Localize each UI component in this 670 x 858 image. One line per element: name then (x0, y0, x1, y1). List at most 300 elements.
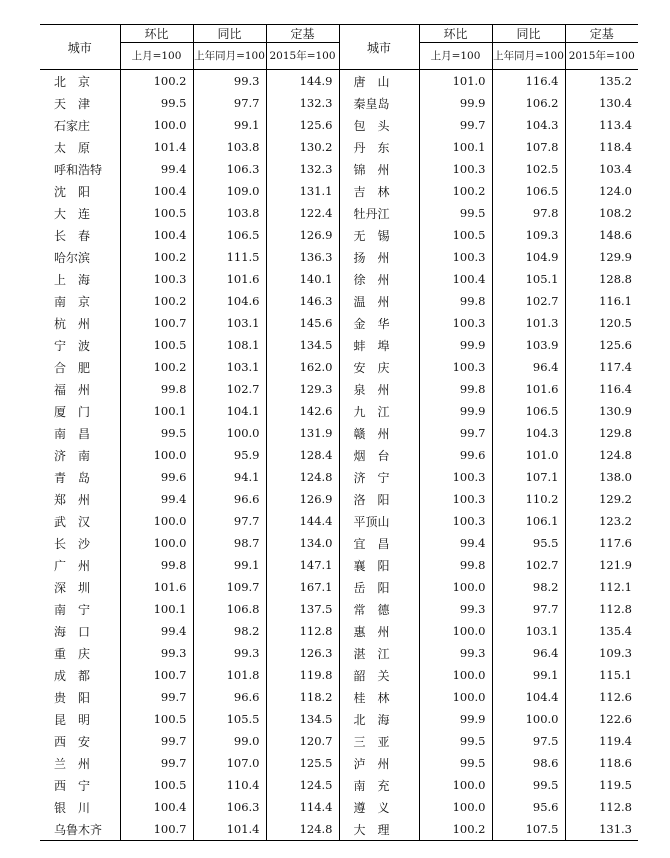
right-fixed-value: 120.5 (565, 312, 638, 334)
table-row (40, 796, 638, 818)
right-city-name: 金 华 (339, 312, 419, 334)
left-city-name: 北 京 (54, 74, 91, 89)
left-mom-value: 99.7 (120, 752, 193, 774)
right-city-name: 蚌 埠 (339, 334, 419, 356)
mom-base-left: 上月=100 (120, 43, 193, 70)
table-row (40, 598, 638, 620)
right-mom-value: 100.2 (419, 818, 492, 841)
left-city-name: 青 岛 (54, 470, 91, 485)
right-fixed-value: 131.3 (565, 818, 638, 841)
table-row (40, 576, 638, 598)
right-yoy-value: 104.3 (492, 114, 565, 136)
right-mom-value: 99.8 (419, 290, 492, 312)
right-mom-value: 99.9 (419, 334, 492, 356)
right-mom-value: 99.3 (419, 598, 492, 620)
left-yoy-value: 99.3 (193, 70, 266, 93)
right-yoy-value: 96.4 (492, 356, 565, 378)
left-city-name: 哈尔滨 (54, 250, 91, 265)
right-yoy-value: 104.9 (492, 246, 565, 268)
right-mom-value: 100.1 (419, 136, 492, 158)
right-fixed-value: 138.0 (565, 466, 638, 488)
table-row (40, 92, 638, 114)
left-mom-value: 99.4 (120, 620, 193, 642)
left-fixed-value: 134.5 (266, 708, 339, 730)
left-mom-value: 99.8 (120, 378, 193, 400)
right-fixed-value: 116.1 (565, 290, 638, 312)
left-mom-value: 100.1 (120, 598, 193, 620)
right-city-name: 锦 州 (339, 158, 419, 180)
left-city-name: 长 春 (54, 228, 91, 243)
right-fixed-value: 117.4 (565, 356, 638, 378)
left-yoy-value: 104.6 (193, 290, 266, 312)
right-fixed-value: 115.1 (565, 664, 638, 686)
left-mom-value: 100.2 (120, 356, 193, 378)
left-fixed-value: 124.5 (266, 774, 339, 796)
table-row (40, 356, 638, 378)
mom-header-right: 环比 (419, 25, 492, 43)
left-fixed-value: 125.6 (266, 114, 339, 136)
right-yoy-value: 106.5 (492, 400, 565, 422)
right-city-name: 平顶山 (339, 510, 419, 532)
city-column-header-right: 城市 (339, 25, 419, 70)
right-mom-value: 100.4 (419, 268, 492, 290)
left-mom-value: 100.7 (120, 818, 193, 841)
left-mom-value: 100.5 (120, 202, 193, 224)
right-city-name: 北 海 (339, 708, 419, 730)
left-city-name: 合 肥 (54, 360, 91, 375)
table-row (40, 774, 638, 796)
right-fixed-value: 119.4 (565, 730, 638, 752)
table-row (40, 224, 638, 246)
table-row (40, 136, 638, 158)
table-row (40, 532, 638, 554)
right-yoy-value: 102.5 (492, 158, 565, 180)
left-mom-value: 101.6 (120, 576, 193, 598)
right-mom-value: 100.0 (419, 620, 492, 642)
right-yoy-value: 107.8 (492, 136, 565, 158)
right-yoy-value: 109.3 (492, 224, 565, 246)
right-yoy-value: 106.2 (492, 92, 565, 114)
left-fixed-value: 137.5 (266, 598, 339, 620)
right-fixed-value: 130.9 (565, 400, 638, 422)
left-yoy-value: 109.0 (193, 180, 266, 202)
right-city-name: 温 州 (339, 290, 419, 312)
left-mom-value: 100.0 (120, 444, 193, 466)
left-fixed-value: 134.0 (266, 532, 339, 554)
left-fixed-value: 125.5 (266, 752, 339, 774)
left-mom-value: 100.3 (120, 268, 193, 290)
left-yoy-value: 101.4 (193, 818, 266, 841)
left-city-name: 呼和浩特 (54, 162, 103, 177)
left-city-name: 重 庆 (54, 646, 91, 661)
left-yoy-value: 106.8 (193, 598, 266, 620)
table-row (40, 620, 638, 642)
mom-base-right: 上月=100 (419, 43, 492, 70)
left-mom-value: 100.2 (120, 290, 193, 312)
left-yoy-value: 106.3 (193, 796, 266, 818)
right-mom-value: 99.8 (419, 378, 492, 400)
right-fixed-value: 112.1 (565, 576, 638, 598)
left-fixed-value: 124.8 (266, 818, 339, 841)
right-city-name: 包 头 (339, 114, 419, 136)
left-city-name: 石家庄 (54, 118, 91, 133)
left-mom-value: 100.5 (120, 334, 193, 356)
left-city-name: 成 都 (54, 668, 91, 683)
left-fixed-value: 122.4 (266, 202, 339, 224)
right-city-name: 大 理 (339, 818, 419, 841)
left-yoy-value: 98.2 (193, 620, 266, 642)
left-yoy-value: 106.3 (193, 158, 266, 180)
left-city-name: 厦 门 (54, 404, 91, 419)
left-yoy-value: 103.8 (193, 136, 266, 158)
left-city-name: 海 口 (54, 624, 91, 639)
right-yoy-value: 102.7 (492, 554, 565, 576)
yoy-header-right: 同比 (492, 25, 565, 43)
table-body (40, 70, 638, 841)
right-yoy-value: 95.5 (492, 532, 565, 554)
yoy-header-left: 同比 (193, 25, 266, 43)
right-fixed-value: 129.9 (565, 246, 638, 268)
left-mom-value: 100.0 (120, 510, 193, 532)
left-yoy-value: 97.7 (193, 510, 266, 532)
right-fixed-value: 112.6 (565, 686, 638, 708)
table-row (40, 730, 638, 752)
table-row (40, 642, 638, 664)
table-row (40, 400, 638, 422)
right-city-name: 宜 昌 (339, 532, 419, 554)
right-yoy-value: 97.5 (492, 730, 565, 752)
table-row (40, 554, 638, 576)
left-fixed-value: 114.4 (266, 796, 339, 818)
left-yoy-value: 100.0 (193, 422, 266, 444)
table-row (40, 752, 638, 774)
left-mom-value: 99.5 (120, 422, 193, 444)
left-yoy-value: 110.4 (193, 774, 266, 796)
right-city-name: 洛 阳 (339, 488, 419, 510)
right-yoy-value: 107.5 (492, 818, 565, 841)
right-mom-value: 100.0 (419, 686, 492, 708)
fixed-base-right: 2015年=100 (565, 43, 638, 70)
left-city-name: 贵 阳 (54, 690, 91, 705)
right-fixed-value: 123.2 (565, 510, 638, 532)
left-fixed-value: 126.3 (266, 642, 339, 664)
table-row (40, 686, 638, 708)
left-yoy-value: 103.1 (193, 312, 266, 334)
right-mom-value: 99.9 (419, 400, 492, 422)
left-mom-value: 99.4 (120, 158, 193, 180)
right-fixed-value: 130.4 (565, 92, 638, 114)
left-fixed-value: 167.1 (266, 576, 339, 598)
left-city-name: 南 京 (54, 294, 91, 309)
right-mom-value: 100.0 (419, 796, 492, 818)
right-yoy-value: 97.8 (492, 202, 565, 224)
right-yoy-value: 98.6 (492, 752, 565, 774)
right-mom-value: 99.5 (419, 202, 492, 224)
right-fixed-value: 135.4 (565, 620, 638, 642)
right-city-name: 扬 州 (339, 246, 419, 268)
right-city-name: 吉 林 (339, 180, 419, 202)
left-fixed-value: 162.0 (266, 356, 339, 378)
right-city-name: 赣 州 (339, 422, 419, 444)
table-row (40, 114, 638, 136)
fixed-header-right: 定基 (565, 25, 638, 43)
left-mom-value: 100.7 (120, 312, 193, 334)
right-mom-value: 100.3 (419, 312, 492, 334)
right-yoy-value: 102.7 (492, 290, 565, 312)
table-row (40, 312, 638, 334)
left-fixed-value: 129.3 (266, 378, 339, 400)
right-city-name: 南 充 (339, 774, 419, 796)
right-mom-value: 99.9 (419, 708, 492, 730)
left-city-name: 福 州 (54, 382, 91, 397)
right-fixed-value: 119.5 (565, 774, 638, 796)
table-row (40, 290, 638, 312)
yoy-base-right (492, 43, 565, 70)
right-city-name: 遵 义 (339, 796, 419, 818)
right-yoy-value: 96.4 (492, 642, 565, 664)
left-fixed-value: 146.3 (266, 290, 339, 312)
left-city-name: 杭 州 (54, 316, 91, 331)
right-city-name: 徐 州 (339, 268, 419, 290)
left-fixed-value: 131.9 (266, 422, 339, 444)
table-row (40, 334, 638, 356)
left-fixed-value: 124.8 (266, 466, 339, 488)
left-yoy-value: 98.7 (193, 532, 266, 554)
table-row (40, 268, 638, 290)
left-mom-value: 100.7 (120, 664, 193, 686)
right-mom-value: 100.0 (419, 576, 492, 598)
right-fixed-value: 103.4 (565, 158, 638, 180)
left-fixed-value: 130.2 (266, 136, 339, 158)
left-fixed-value: 131.1 (266, 180, 339, 202)
left-mom-value: 99.4 (120, 488, 193, 510)
left-yoy-value: 102.7 (193, 378, 266, 400)
table-row (40, 444, 638, 466)
left-mom-value: 100.4 (120, 224, 193, 246)
left-yoy-value: 101.6 (193, 268, 266, 290)
table-row (40, 708, 638, 730)
left-fixed-value: 142.6 (266, 400, 339, 422)
right-mom-value: 99.5 (419, 752, 492, 774)
left-mom-value: 99.7 (120, 686, 193, 708)
left-mom-value: 99.6 (120, 466, 193, 488)
left-city-name: 银 川 (54, 800, 91, 815)
yoy-base-left: 上年同月=100 (193, 43, 266, 70)
right-mom-value: 99.8 (419, 554, 492, 576)
right-fixed-value: 118.4 (565, 136, 638, 158)
right-yoy-value: 105.1 (492, 268, 565, 290)
right-yoy-value: 98.2 (492, 576, 565, 598)
right-city-name: 襄 阳 (339, 554, 419, 576)
left-city-name: 大 连 (54, 206, 91, 221)
left-city-name: 郑 州 (54, 492, 91, 507)
right-fixed-value: 108.2 (565, 202, 638, 224)
left-fixed-value: 136.3 (266, 246, 339, 268)
right-city-name: 牡丹江 (339, 202, 419, 224)
left-city-name: 乌鲁木齐 (40, 818, 120, 841)
left-fixed-value: 140.1 (266, 268, 339, 290)
left-yoy-value: 105.5 (193, 708, 266, 730)
right-mom-value: 101.0 (419, 70, 492, 93)
left-fixed-value: 119.8 (266, 664, 339, 686)
right-mom-value: 100.5 (419, 224, 492, 246)
left-mom-value: 99.8 (120, 554, 193, 576)
left-yoy-value: 103.8 (193, 202, 266, 224)
left-fixed-value: 144.9 (266, 70, 339, 93)
right-mom-value: 100.3 (419, 510, 492, 532)
left-mom-value: 100.4 (120, 180, 193, 202)
left-city-name: 西 安 (54, 734, 91, 749)
right-city-name: 三 亚 (339, 730, 419, 752)
right-yoy-value: 104.4 (492, 686, 565, 708)
fixed-header-left: 定基 (266, 25, 339, 43)
right-mom-value: 100.3 (419, 488, 492, 510)
right-mom-value: 99.9 (419, 92, 492, 114)
right-mom-value: 100.3 (419, 356, 492, 378)
left-fixed-value: 118.2 (266, 686, 339, 708)
left-fixed-value: 126.9 (266, 224, 339, 246)
yoy-base-right-text: 上年同月=100 (493, 49, 564, 62)
right-mom-value: 100.3 (419, 158, 492, 180)
left-fixed-value: 132.3 (266, 92, 339, 114)
left-mom-value: 100.1 (120, 400, 193, 422)
left-yoy-value: 107.0 (193, 752, 266, 774)
right-yoy-value: 97.7 (492, 598, 565, 620)
right-city-name: 泸 州 (339, 752, 419, 774)
table-row (40, 488, 638, 510)
left-yoy-value: 101.8 (193, 664, 266, 686)
right-fixed-value: 116.4 (565, 378, 638, 400)
left-fixed-value: 134.5 (266, 334, 339, 356)
right-yoy-value: 95.6 (492, 796, 565, 818)
left-city-name: 宁 波 (54, 338, 91, 353)
left-city-name: 广 州 (54, 558, 91, 573)
right-city-name: 韶 关 (339, 664, 419, 686)
price-index-table (40, 24, 638, 841)
right-mom-value: 99.6 (419, 444, 492, 466)
right-city-name: 九 江 (339, 400, 419, 422)
right-yoy-value: 99.1 (492, 664, 565, 686)
right-city-name: 惠 州 (339, 620, 419, 642)
left-city-name: 南 昌 (54, 426, 91, 441)
left-city-name: 武 汉 (54, 514, 91, 529)
table-row (40, 510, 638, 532)
right-fixed-value: 128.8 (565, 268, 638, 290)
right-fixed-value: 125.6 (565, 334, 638, 356)
right-fixed-value: 121.9 (565, 554, 638, 576)
table-row (40, 246, 638, 268)
mom-header-left: 环比 (120, 25, 193, 43)
table-row (40, 664, 638, 686)
right-fixed-value: 117.6 (565, 532, 638, 554)
left-yoy-value: 103.1 (193, 356, 266, 378)
left-yoy-value: 94.1 (193, 466, 266, 488)
right-yoy-value: 100.0 (492, 708, 565, 730)
right-fixed-value: 109.3 (565, 642, 638, 664)
right-city-name: 丹 东 (339, 136, 419, 158)
right-fixed-value: 129.8 (565, 422, 638, 444)
left-yoy-value: 109.7 (193, 576, 266, 598)
left-fixed-value: 132.3 (266, 158, 339, 180)
left-yoy-value: 111.5 (193, 246, 266, 268)
left-fixed-value: 126.9 (266, 488, 339, 510)
left-mom-value: 100.0 (120, 532, 193, 554)
left-mom-value: 101.4 (120, 136, 193, 158)
right-mom-value: 99.7 (419, 114, 492, 136)
right-city-name: 烟 台 (339, 444, 419, 466)
right-fixed-value: 148.6 (565, 224, 638, 246)
left-city-name: 长 沙 (54, 536, 91, 551)
left-city-name: 太 原 (54, 140, 91, 155)
left-mom-value: 100.4 (120, 796, 193, 818)
city-column-header-left: 城市 (40, 25, 120, 70)
right-city-name: 无 锡 (339, 224, 419, 246)
left-fixed-value: 144.4 (266, 510, 339, 532)
left-yoy-value: 99.0 (193, 730, 266, 752)
right-yoy-value: 101.0 (492, 444, 565, 466)
left-city-name: 济 南 (54, 448, 91, 463)
right-city-name: 秦皇岛 (339, 92, 419, 114)
right-fixed-value: 118.6 (565, 752, 638, 774)
right-city-name: 岳 阳 (339, 576, 419, 598)
right-mom-value: 99.4 (419, 532, 492, 554)
left-yoy-value: 96.6 (193, 686, 266, 708)
right-fixed-value: 112.8 (565, 598, 638, 620)
left-yoy-value: 99.3 (193, 642, 266, 664)
left-fixed-value: 112.8 (266, 620, 339, 642)
table-row (40, 378, 638, 400)
right-fixed-value: 122.6 (565, 708, 638, 730)
left-mom-value: 100.5 (120, 708, 193, 730)
table-row (40, 70, 638, 93)
left-city-name: 上 海 (54, 272, 91, 287)
left-yoy-value: 104.1 (193, 400, 266, 422)
table-row (40, 466, 638, 488)
right-mom-value: 100.0 (419, 774, 492, 796)
right-city-name: 安 庆 (339, 356, 419, 378)
left-yoy-value: 108.1 (193, 334, 266, 356)
left-mom-value: 100.2 (120, 70, 193, 93)
table-row (40, 818, 638, 841)
left-mom-value: 99.3 (120, 642, 193, 664)
right-yoy-value: 104.3 (492, 422, 565, 444)
right-yoy-value: 106.5 (492, 180, 565, 202)
right-fixed-value: 113.4 (565, 114, 638, 136)
right-mom-value: 99.7 (419, 422, 492, 444)
table-row (40, 180, 638, 202)
table-row (40, 422, 638, 444)
right-mom-value: 100.3 (419, 246, 492, 268)
left-mom-value: 100.2 (120, 246, 193, 268)
left-fixed-value: 120.7 (266, 730, 339, 752)
right-yoy-value: 106.1 (492, 510, 565, 532)
left-mom-value: 99.7 (120, 730, 193, 752)
left-city-name: 南 宁 (54, 602, 91, 617)
left-city-name: 沈 阳 (54, 184, 91, 199)
left-fixed-value: 145.6 (266, 312, 339, 334)
left-city-name: 深 圳 (54, 580, 91, 595)
right-city-name: 桂 林 (339, 686, 419, 708)
left-yoy-value: 96.6 (193, 488, 266, 510)
fixed-base-left: 2015年=100 (266, 43, 339, 70)
left-city-name: 西 宁 (54, 778, 91, 793)
left-yoy-value: 99.1 (193, 114, 266, 136)
right-yoy-value: 103.9 (492, 334, 565, 356)
right-mom-value: 99.5 (419, 730, 492, 752)
left-fixed-value: 147.1 (266, 554, 339, 576)
right-yoy-value: 103.1 (492, 620, 565, 642)
left-mom-value: 100.5 (120, 774, 193, 796)
